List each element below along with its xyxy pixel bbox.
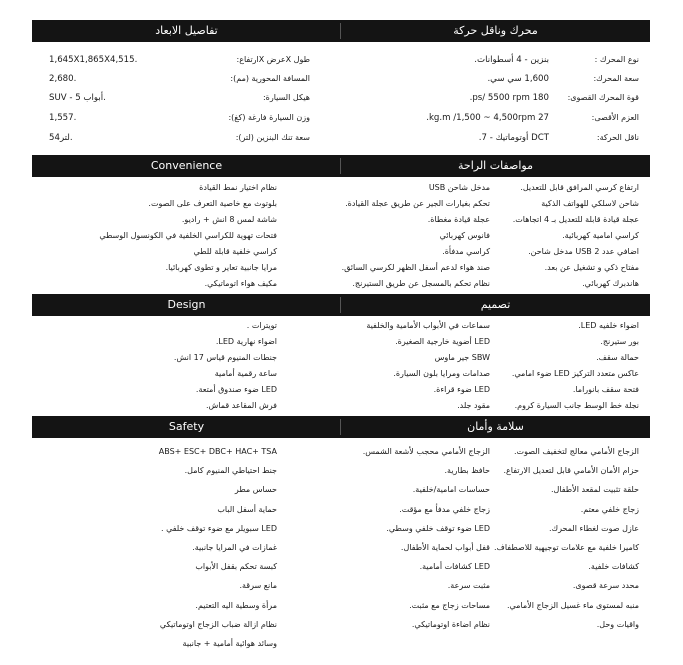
safety-feature-item: كشافات خلفية. [588,562,639,572]
safety-feature-item: نظام اضاءة اوتوماتيكي. [411,619,490,629]
safety-title-ar: سلامة وأمان [467,420,524,433]
comfort-title-ar: مواصفات الراحة [458,159,533,172]
comfort-feature-item: مدخل شاحن USB [428,183,490,192]
safety-feature-item: جنط احتياطي المنيوم كامل. [184,466,277,476]
design-feature-item: فرش المقاعد قماش. [205,401,277,410]
safety-title-en: Safety [168,420,205,433]
engine-dimensions-header [32,20,650,42]
engine-title: محرك وناقل حركة [453,24,538,37]
design-feature-item: عاكس متعدد التركيز LED ضوء امامي. [511,369,639,378]
comfort-feature-item: فتحات تهوية للكراسي الخلفية في الكونسول الوسطي [99,231,277,240]
design-feature-item: مقود جلد. [457,401,490,410]
design-feature-item: سماعات في الأبواب الأمامية والخلفية [366,321,490,330]
comfort-feature-item: مكيف هواء اتوماتيكي. [204,279,277,288]
safety-feature-item: مثبت سرعة. [447,581,490,591]
safety-feature-item: مرأة وسطية اليه التعتيم. [195,600,277,610]
design-feature-item: بور ستيرنج. [600,337,639,346]
comfort-feature-item: بلوتوث مع خاصية التعرف على الصوت. [148,199,277,208]
safety-feature-item: محدد سرعة قصوى. [572,581,639,591]
design-feature-item: صدامات ومرايا بلون السيارة. [393,369,490,378]
safety-feature-item: الزجاج الأمامي معالج لتخفيف الصوت. [514,447,639,456]
comfort-title-en: Convenience [150,159,223,172]
comfort-feature-item: اضافي عدد USB 2 مدخل شاحن. [528,247,639,256]
design-feature-item: SBW جير ماوس [434,353,490,362]
safety-feature-item: حماية أسفل الباب [217,504,277,514]
comfort-feature-item: مرايا جانبية تعاير و تطوى كهربائيا. [165,263,277,272]
safety-feature-item: زجاج خلفي معتم. [580,504,639,514]
engine-spec-label: ناقل الحركة: [596,133,639,142]
comfort-feature-item: تحكم بغيارات الجير عن طريق عجلة القيادة. [345,199,490,208]
dimension-spec-label: وزن السيارة فارغة (كغ): [228,113,310,122]
comfort-feature-item: عجلة قيادة قابلة للتعديل بـ 4 اتجاهات. [512,215,639,224]
comfort-feature-item: نظام اختيار نمط القيادة [199,183,277,192]
safety-feature-item: زجاج خلفي مدفأ مع مؤقت. [399,504,490,514]
design-feature-item: ساعة رقمية أمامية [214,369,277,378]
safety-feature-item: وسائد هوائية أمامية + جانبية [182,639,277,648]
safety-feature-item: عازل صوت لغطاء المحرك. [548,523,639,533]
engine-spec-value: بنزين - 4 أسطوانات. [474,55,549,65]
comfort-feature-item: شاحن لاسلكي للهواتف الذكية [541,199,639,208]
engine-spec-label: سعة المحرك: [593,74,639,83]
design-header [32,294,650,316]
engine-spec-value: 1,600 سي سي. [487,74,549,84]
safety-feature-item: منبه لمستوى ماء غسيل الزجاج الأمامي. [506,600,639,610]
design-feature-item: اضواء خلفيه LED. [578,321,639,330]
design-feature-item: نجلة خط الوسط جانب السيارة كروم. [514,401,639,410]
design-feature-item: اضواء نهارية LED. [215,337,277,346]
design-feature-item: LED ضوء صندوق أمتعة. [195,385,277,394]
safety-feature-item: حافظ بطارية. [444,466,490,476]
dimension-spec-label: طول Xعرض Xارتفاع: [236,55,310,64]
safety-feature-item: LED ضوء توقف خلفي وسطي. [386,523,490,533]
design-feature-item: LED أضوية خارجية الصغيرة. [395,337,490,346]
comfort-feature-item: كراسي خلفية قابلة للطي [193,247,277,256]
safety-feature-item: LED سبويلر مع ضوء توقف خلفي . [160,523,277,533]
engine-spec-value: DCT أوتوماتيك - 7. [478,133,549,143]
comfort-feature-item: نظام تحكم بالمسجل عن طريق الستيرنج. [352,279,490,288]
engine-spec-label: العزم الأقصى: [591,113,639,122]
dimension-spec-value: SUV - أبواب 5. [49,93,106,103]
comfort-feature-item: هاندبرك كهربائي. [582,279,639,288]
dimension-spec-value: 54لتر. [49,133,73,143]
comfort-feature-item: عجلة قيادة مغطاة. [427,215,490,224]
safety-feature-item: نظام ازالة ضباب الزجاج اوتوماتيكي [159,619,277,629]
dimension-spec-label: سعة تنك البنزين (لتر): [235,133,310,142]
dimensions-title: تفاصيل الابعاد [155,24,218,37]
dimension-spec-value: 1,645X1,865X4,515. [49,55,138,65]
dimension-spec-label: هيكل السيارة: [262,93,310,102]
safety-feature-item: حساسات امامية/خلفية. [412,485,490,495]
engine-spec-label: قوة المحرك القصوى: [567,93,639,102]
design-feature-item: فتحة سقف بانوراما. [572,385,639,394]
dimension-spec-value: 1,557. [49,113,77,123]
safety-feature-item: مانع سرقة. [239,581,277,591]
safety-feature-item: الزجاج الأمامي محجب لأشعة الشمس. [362,447,490,456]
safety-feature-item: LED كشافات أمامية. [419,562,490,572]
safety-feature-item: كبسة تحكم بقفل الأبواب [195,562,277,572]
safety-feature-item: واقيات وحل. [596,619,639,629]
safety-feature-item: حلقة تثبيت لمقعد الأطفال. [550,485,639,495]
dimension-spec-label: المسافة المحورية (مم): [230,74,310,83]
comfort-feature-item: صند هواء لدعم أسفل الظهر لكرسي السائق. [341,263,490,272]
safety-feature-item: ABS+ ESC+ DBC+ HAC+ TSA [158,447,277,456]
dimension-spec-value: 2,680. [49,74,77,84]
engine-spec-value: 27 kg.m /1,500 ~ 4,500rpm. [426,113,549,123]
safety-feature-item: حزام الأمان الأمامي قابل لتعديل الارتفاع. [503,466,639,476]
comfort-feature-item: مفتاح ذكي و تشغيل عن بعد. [544,263,639,272]
design-feature-item: حمالة سقف. [596,353,639,362]
comfort-feature-item: ارتفاع كرسي المرافق قابل للتعديل. [520,183,639,192]
engine-spec-value: 180 ps/ 5500 rpm. [469,93,549,103]
safety-feature-item: غمازات في المرايا جانبية. [192,543,277,552]
design-feature-item: جنطات المنيوم قياس 17 انش. [173,353,277,362]
comfort-feature-item: فانوس كهربائي [439,231,490,240]
design-title-en: Design [167,298,206,311]
comfort-feature-item: كراسي مدفأة. [442,247,490,256]
design-feature-item: تويترات . [246,321,277,330]
engine-spec-label: نوع المحرك : [594,55,639,64]
design-title-ar: تصميم [480,298,511,311]
safety-feature-item: حساس مطر [234,485,277,495]
design-feature-item: LED ضوء قراءة. [433,385,490,394]
safety-feature-item: قفل أبواب لحماية الأطفال. [400,543,490,552]
safety-feature-item: مساحات زجاج مع مثبت. [409,600,490,610]
safety-header [32,416,650,438]
comfort-feature-item: شاشة لمس 8 انش + راديو. [181,215,277,224]
safety-feature-item: كاميرا خلفية مع علامات توجيهية للاصطفاف. [494,543,639,552]
comfort-header [32,155,650,177]
comfort-feature-item: كراسي امامية كهربائية. [562,231,639,240]
